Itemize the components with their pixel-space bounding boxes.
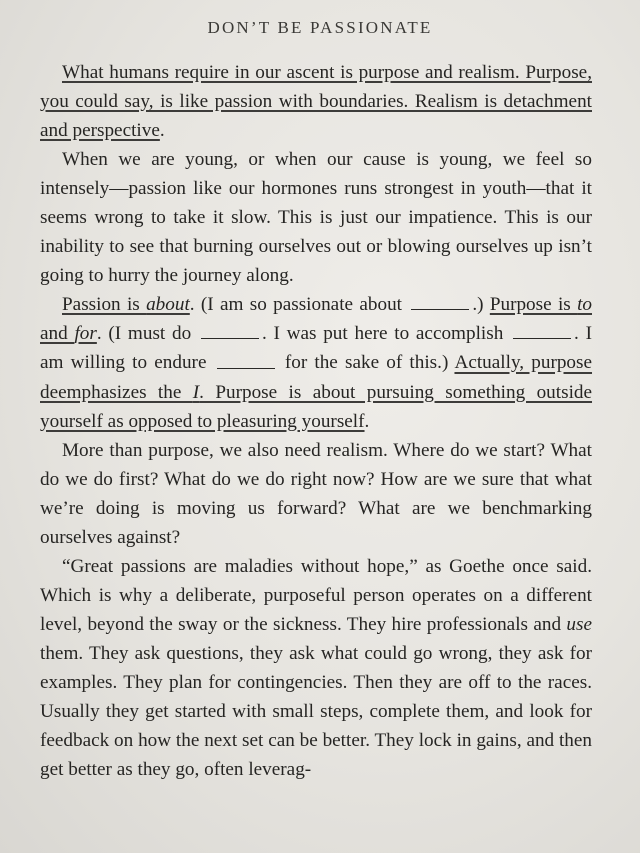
text-run: . — [159, 120, 165, 141]
paragraph-5 — [40, 552, 592, 784]
fill-in-blank — [201, 319, 259, 339]
fill-in-blank — [513, 319, 571, 339]
text-run: . (I am so passionate about — [189, 294, 409, 316]
underlined-passage: Passion is — [62, 294, 147, 316]
underlined-passage: and — [40, 323, 75, 345]
underlined-passage: Purpose is — [489, 294, 578, 316]
fill-in-blank — [217, 348, 275, 368]
text-run: . — [364, 410, 370, 432]
paragraph-3 — [40, 290, 592, 436]
text-run: for the sake of this.) — [277, 352, 455, 374]
text-run: . I was put here to accomplish — [261, 323, 511, 345]
underlined-italic: to — [577, 294, 592, 316]
body-text — [40, 58, 592, 784]
underlined-passage: . Purpose is about pursuing something outside yourself as opposed to pleasuring yourself — [40, 381, 593, 432]
paragraph-2 — [40, 145, 592, 290]
running-head: DON’T BE PASSIONATE — [207, 18, 433, 37]
paragraph-1 — [40, 58, 592, 145]
underlined-italic: I — [192, 381, 200, 403]
fill-in-blank — [411, 290, 469, 310]
text-run: them. They ask questions, they ask what could go wrong, they ask for examples. They plan for contingencies. Then they are off to the races. Usually they get started with small steps, complete them, and look for feedback on how the next set can be better. They lock in gains, and then get better as they go, often leverag- — [40, 642, 592, 780]
paragraph-4 — [40, 436, 592, 552]
underlined-passage: Actually, purpose deemphasizes the — [40, 352, 593, 403]
text-run: “Great passions are maladies without hope,” as Goethe once said. Which is why a deliberate, purposeful person operates on a different level, beyond the sway or the sickness. They hire professionals and — [40, 555, 592, 635]
text-run: . I am willing to endure — [40, 323, 592, 374]
underlined-italic: for — [74, 323, 97, 345]
underlined-passage: What humans require in our ascent is purpose and realism. Purpose, you could say, is like passion with boundaries. Realism is detachment and perspective — [40, 62, 592, 141]
underlined-italic: about — [146, 294, 190, 316]
text-run: More than purpose, we also need realism. Where do we start? What do we do first? What do we do right now? How are we sure that what we’re doing is moving us forward? What are we benchmarking ourselves against? — [40, 439, 592, 548]
text-run: When we are young, or when our cause is young, we feel so intensely—passion like our hormones runs strongest in youth—that it seems wrong to take it slow. This is just our impatience. This is our inability to see that burning ourselves out or blowing ourselves up isn’t going to hurry the journey along. — [40, 149, 592, 286]
text-run: .) — [472, 294, 490, 316]
text-run: . (I must do — [96, 323, 198, 345]
italic-word: use — [566, 613, 592, 635]
